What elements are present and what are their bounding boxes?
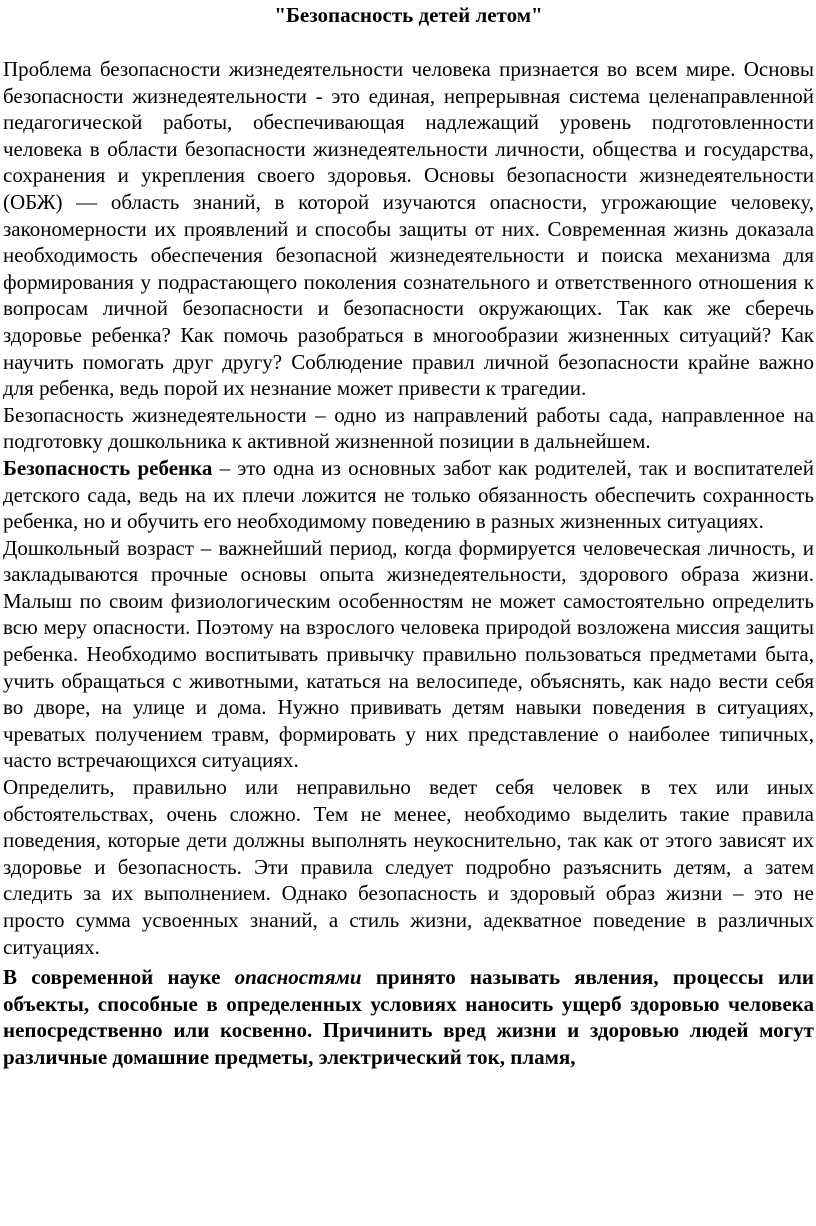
paragraph-5: Определить, правильно или неправильно ведет себя человек в тех или иных обстоятельствах, очень сложно. Тем не менее, необходимо выделить такие правила поведения, которые дети должны выполнять неукоснительно, так как от этого зависят их здоровье и безопасность. Эти правила следует подробно разъяснить детям, а затем следить за их выполнением. Однако безопасность и здоровый образ жизни – это не просто сумма усвоенных знаний, а стиль жизни, адекватное поведение в различных ситуациях. [3,775,814,959]
document-page [0,1,816,1226]
paragraph-3 [3,455,814,535]
paragraph-2: Безопасность жизнедеятельности – одно из направлений работы сада, направленное на подготовку дошкольника к активной жизненной позиции в дальнейшем. [3,402,814,454]
paragraph-6-term: опасностями [234,965,362,990]
paragraph-6-start: В современной науке [3,965,235,990]
paragraph-3-lead: Безопасность ребенка [3,455,213,480]
document-title: "Безопасность детей летом" [274,3,543,27]
paragraph-1: Проблема безопасности жизнедеятельности человека признается во всем мире. Основы безопасности жизнедеятельности - это единая, непрерывная система целенаправленной педагогической работы, обеспечивающая надлежащий уровень подготовленности человека в области безопасности жизнедеятельности личности, общества и государства, сохранения и укрепления своего здоровья. Основы безопасности жизнедеятельности (ОБЖ) — область знаний, в которой изучаются опасности, угрожающие человеку, закономерности их проявлений и способы защиты от них. Современная жизнь доказала необходимость обеспечения безопасной жизнедеятельности и поиска механизма для формирования у подрастающего поколения сознательного и ответственного отношения к вопросам личной безопасности и безопасности окружающих. Так как же сберечь здоровье ребенка? Как помочь разобраться в многообразии жизненных ситуаций? Как научить помогать друг другу? Соблюдение правил личной безопасности крайне важно для ребенка, ведь порой их незнание может привести к трагедии. [3,57,814,401]
paragraph-6-text: принято называть явления, процессы или объекты, способные в определенных условиях наносить ущерб здоровью человека непосредственно или косвенно. Причинить вред жизни и здоровью людей могут различные домашние предметы, электрический ток, пламя, [3,965,815,1069]
paragraph-6 [3,964,814,1070]
paragraph-4: Дошкольный возраст – важнейший период, когда формируется человеческая личность, и закладываются прочные основы опыта жизнедеятельности, здорового образа жизни. Малыш по своим физиологическим особенностям не может самостоятельно определить всю меру опасности. Поэтому на взрослого человека природой возложена миссия защиты ребенка. Необходимо воспитывать привычку правильно пользоваться предметами быта, учить обращаться с животными, кататься на велосипеде, объяснять, как надо вести себя во дворе, на улице и дома. Нужно прививать детям навыки поведения в ситуациях, чреватых получением травм, формировать у них представление о наиболее типичных, часто встречающихся ситуациях. [3,535,814,773]
spacer [3,29,814,56]
paragraph-3-text: – это одна из основных забот как родителей, так и воспитателей детского сада, ведь на их плечи ложится не только обязанность обеспечить сохранность ребенка, но и обучить его необходимому поведению в разных жизненных ситуациях. [3,455,814,534]
